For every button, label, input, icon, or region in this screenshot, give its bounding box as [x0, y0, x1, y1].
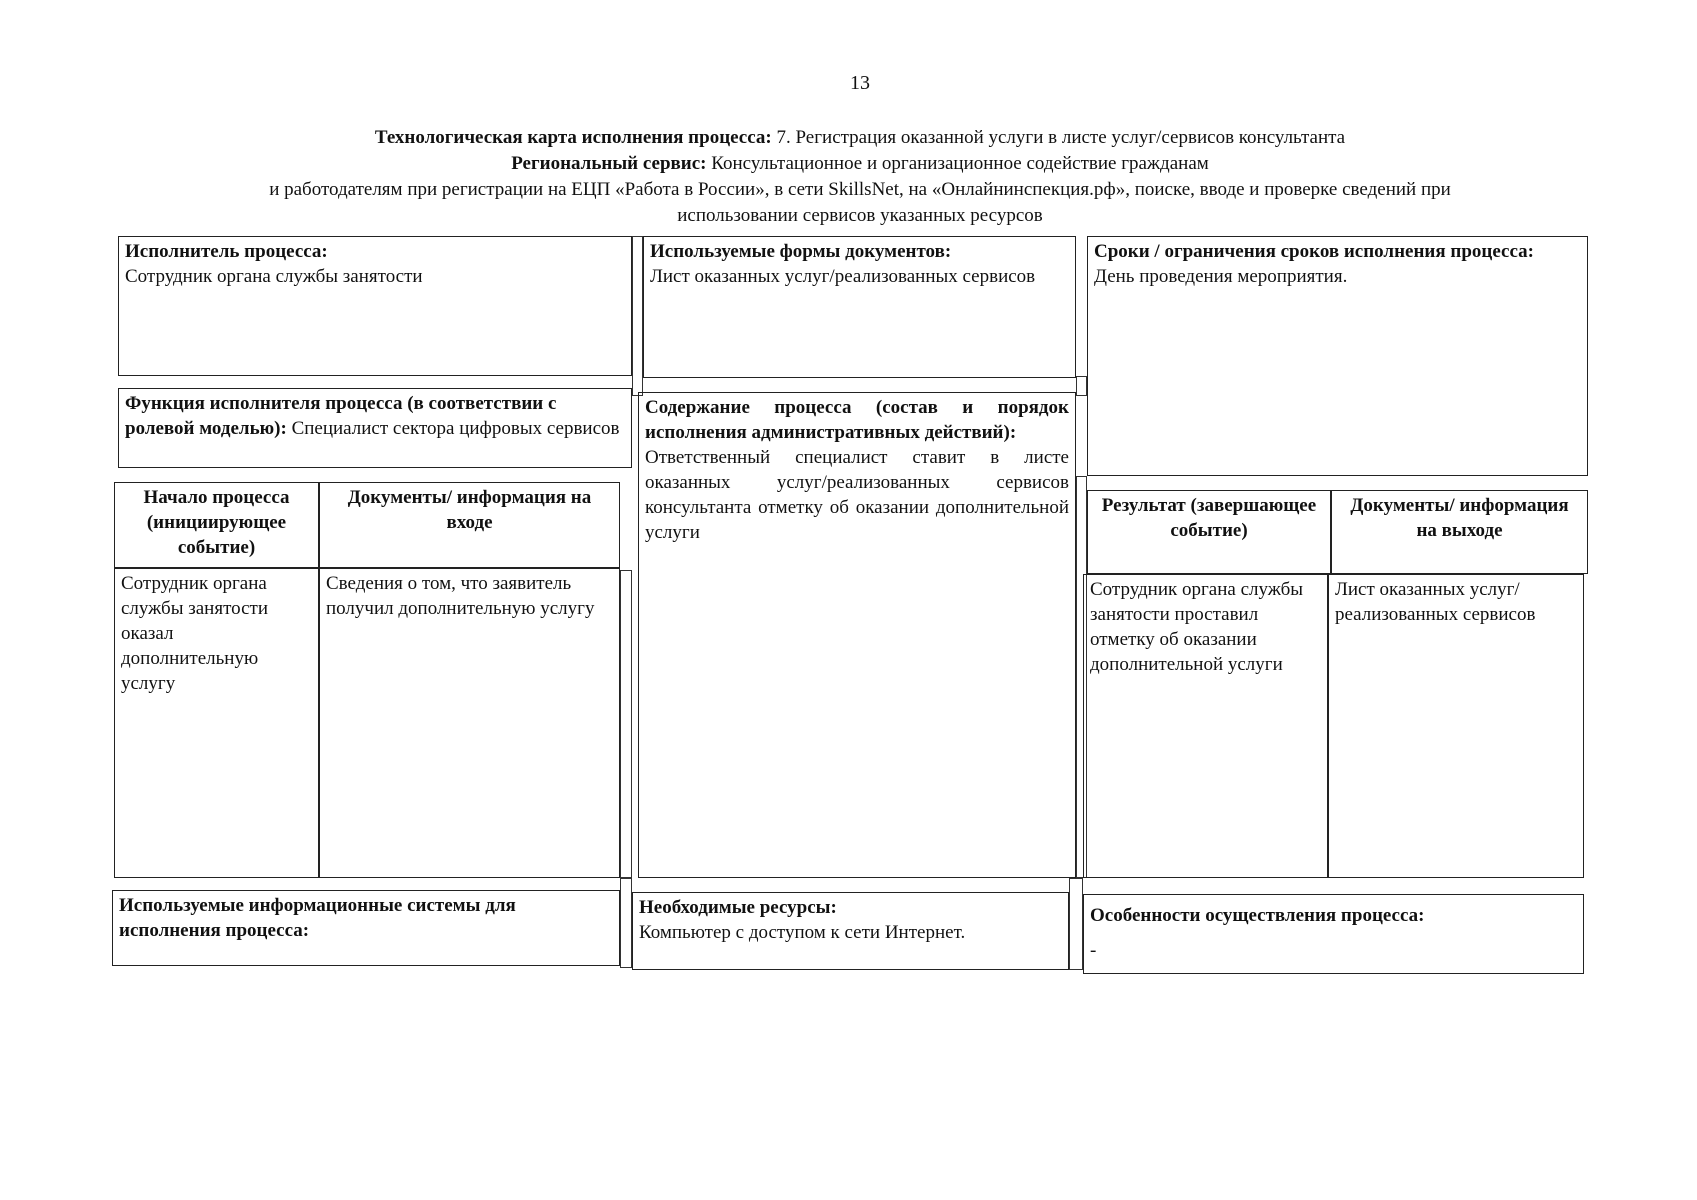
- deadlines-cell: [1087, 236, 1588, 476]
- title-line-4: использовании сервисов указанных ресурсов: [677, 205, 1043, 226]
- content-cell: [638, 392, 1076, 878]
- start-value: Сотрудник органа службы занятости оказал дополнительную услугу: [121, 573, 268, 694]
- info-systems-heading: Используемые информационные системы для исполнения процесса:: [119, 895, 516, 941]
- forms-cell: [643, 236, 1076, 378]
- docs-in-header-cell: [319, 482, 620, 568]
- docs-out-heading: Документы/ информация на выходе: [1350, 495, 1569, 541]
- docs-out-value: Лист оказанных услуг/реализованных сервисов: [1335, 579, 1536, 625]
- docs-in-heading: Документы/ информация на входе: [347, 487, 592, 533]
- resources-heading: Необходимые ресурсы:: [639, 897, 837, 918]
- document-title: [120, 125, 1600, 229]
- result-value: Сотрудник органа службы занятости проставил отметку об оказании дополнительной услуги: [1090, 579, 1304, 675]
- docs-in-value: Сведения о том, что заявитель получил дополнительную услугу: [326, 573, 595, 619]
- start-heading: Начало процесса (инициирующее событие): [143, 487, 290, 558]
- resources-cell: [632, 892, 1069, 970]
- executor-cell: [118, 236, 632, 376]
- result-value-cell: [1083, 574, 1328, 878]
- deadlines-value: День проведения мероприятия.: [1094, 266, 1348, 287]
- function-value: Специалист сектора цифровых сервисов: [291, 418, 620, 439]
- features-heading: Особенности осуществления процесса:: [1090, 905, 1425, 926]
- start-header-cell: [114, 482, 319, 568]
- forms-value: Лист оказанных услуг/реализованных сервисов: [650, 266, 1036, 287]
- divider: [1069, 878, 1083, 970]
- result-header-cell: [1087, 490, 1331, 574]
- resources-value: Компьютер с доступом к сети Интернет.: [639, 922, 966, 943]
- title-line-3: и работодателям при регистрации на ЕЦП «Работа в России», в сети SkillsNet, на «Онлайнинспекция.рф», поиске, вводе и проверке сведений при: [269, 179, 1451, 200]
- title-line-2: Региональный сервис: Консультационное и организационное содействие гражданам: [511, 153, 1209, 174]
- forms-heading: Используемые формы документов:: [650, 241, 952, 262]
- page-number: 13: [850, 72, 870, 94]
- content-heading: Содержание процесса (состав и порядок исполнения административных действий):: [645, 397, 1069, 443]
- divider: [620, 878, 632, 968]
- result-heading: Результат (завершающее событие): [1101, 495, 1317, 541]
- docs-out-header-cell: [1331, 490, 1588, 574]
- executor-heading: Исполнитель процесса:: [125, 241, 328, 262]
- deadlines-heading: Сроки / ограничения сроков исполнения процесса:: [1094, 241, 1534, 262]
- features-value: -: [1090, 940, 1097, 961]
- divider: [620, 570, 632, 878]
- docs-out-value-cell: [1328, 574, 1584, 878]
- function-cell: [118, 388, 632, 468]
- executor-value: Сотрудник органа службы занятости: [125, 266, 423, 287]
- divider: [632, 236, 643, 396]
- divider: [1076, 376, 1087, 396]
- features-cell: [1083, 894, 1584, 974]
- content-value: Ответственный специалист ставит в листе оказанных услуг/реализованных сервисов консультанта отметку об оказании дополнительной услуги: [645, 447, 1069, 543]
- function-heading: Функция исполнителя процесса (в соответствии с ролевой моделью):: [125, 393, 557, 439]
- start-value-cell: [114, 568, 319, 878]
- title-line-1: Технологическая карта исполнения процесса: 7. Регистрация оказанной услуги в листе услуг/сервисов консультанта: [374, 127, 1346, 148]
- docs-in-value-cell: [319, 568, 620, 878]
- info-systems-cell: [112, 890, 620, 966]
